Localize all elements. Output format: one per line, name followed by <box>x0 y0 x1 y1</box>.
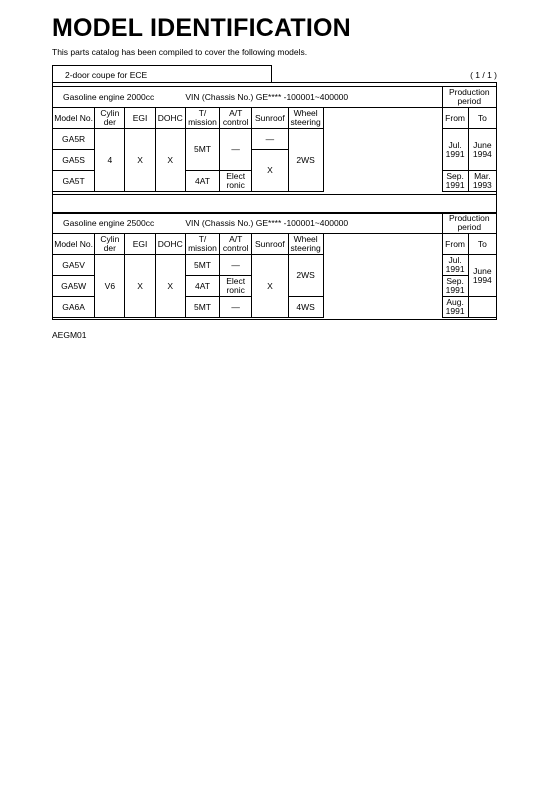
production-to: June 1994 <box>468 255 496 297</box>
production-to: June 1994 <box>468 129 496 171</box>
catalog-code: AEGM01 <box>52 330 87 340</box>
cylinder-value: V6 <box>95 255 125 318</box>
blank-column <box>323 129 442 192</box>
production-period-header: Production period <box>442 87 496 108</box>
egi-header: EGI <box>125 108 155 129</box>
page-indicator: ( 1 / 1 ) <box>470 70 497 80</box>
egi-value: X <box>125 129 155 192</box>
sunroof-value: — <box>252 129 288 150</box>
production-to: Mar. 1993 <box>468 171 496 192</box>
at-control-header: A/T control <box>220 108 252 129</box>
sunroof-header: Sunroof <box>252 108 288 129</box>
page-subtitle: This parts catalog has been compiled to cover the following models. <box>52 47 308 57</box>
wheel-steering-value: 4WS <box>288 297 323 318</box>
transmission-value: 5MT <box>185 255 219 276</box>
egi-value: X <box>125 255 155 318</box>
production-period-header: Production period <box>442 213 496 234</box>
vin-label: VIN (Chassis No.) GE**** -100001~400000 <box>185 87 442 108</box>
at-control-value: — <box>220 297 252 318</box>
sunroof-header: Sunroof <box>252 234 288 255</box>
page-title: MODEL IDENTIFICATION <box>52 14 351 42</box>
model-code: GA5T <box>53 171 95 192</box>
section-divider <box>52 194 497 214</box>
model-code: GA5S <box>53 150 95 171</box>
model-code: GA5R <box>53 129 95 150</box>
dohc-header: DOHC <box>155 108 185 129</box>
at-control-value: — <box>220 129 252 171</box>
wheel-steering-value: 2WS <box>288 255 323 297</box>
wheel-steering-header: Wheel steering <box>288 234 323 255</box>
at-control-value: Elect ronic <box>220 276 252 297</box>
model-table-2000cc <box>52 86 497 192</box>
model-no-header: Model No. <box>53 108 95 129</box>
blank-column <box>323 234 442 255</box>
cylinder-value: 4 <box>95 129 125 192</box>
blank-column <box>323 255 442 318</box>
transmission-header: T/ mission <box>185 234 219 255</box>
transmission-value: 5MT <box>185 129 219 171</box>
transmission-value: 5MT <box>185 297 219 318</box>
model-code: GA6A <box>53 297 95 318</box>
model-no-header: Model No. <box>53 234 95 255</box>
production-from: Jul. 1991 <box>442 255 468 276</box>
dohc-value: X <box>155 255 185 318</box>
at-control-value: — <box>220 255 252 276</box>
engine-label: Gasoline engine 2500cc <box>53 213 186 234</box>
production-from: Jul. 1991 <box>442 129 468 171</box>
transmission-value: 4AT <box>185 171 219 192</box>
sunroof-value: X <box>252 255 288 318</box>
production-from: Sep. 1991 <box>442 171 468 192</box>
model-tab: 2-door coupe for ECE <box>52 65 272 83</box>
model-table-2500cc <box>52 212 497 318</box>
from-header: From <box>442 234 468 255</box>
cylinder-header: Cylin der <box>95 108 125 129</box>
transmission-header: T/ mission <box>185 108 219 129</box>
blank-column <box>323 108 442 129</box>
dohc-value: X <box>155 129 185 192</box>
production-to-empty <box>468 297 496 318</box>
vin-label: VIN (Chassis No.) GE**** -100001~400000 <box>185 213 442 234</box>
dohc-header: DOHC <box>155 234 185 255</box>
model-code: GA5V <box>53 255 95 276</box>
production-from: Sep. 1991 <box>442 276 468 297</box>
to-header: To <box>468 234 496 255</box>
wheel-steering-value: 2WS <box>288 129 323 192</box>
from-header: From <box>442 108 468 129</box>
model-code: GA5W <box>53 276 95 297</box>
at-control-value: Elect ronic <box>220 171 252 192</box>
wheel-steering-header: Wheel steering <box>288 108 323 129</box>
transmission-value: 4AT <box>185 276 219 297</box>
to-header: To <box>468 108 496 129</box>
engine-label: Gasoline engine 2000cc <box>53 87 186 108</box>
production-from: Aug. 1991 <box>442 297 468 318</box>
sunroof-value: X <box>252 150 288 192</box>
egi-header: EGI <box>125 234 155 255</box>
at-control-header: A/T control <box>220 234 252 255</box>
cylinder-header: Cylin der <box>95 234 125 255</box>
